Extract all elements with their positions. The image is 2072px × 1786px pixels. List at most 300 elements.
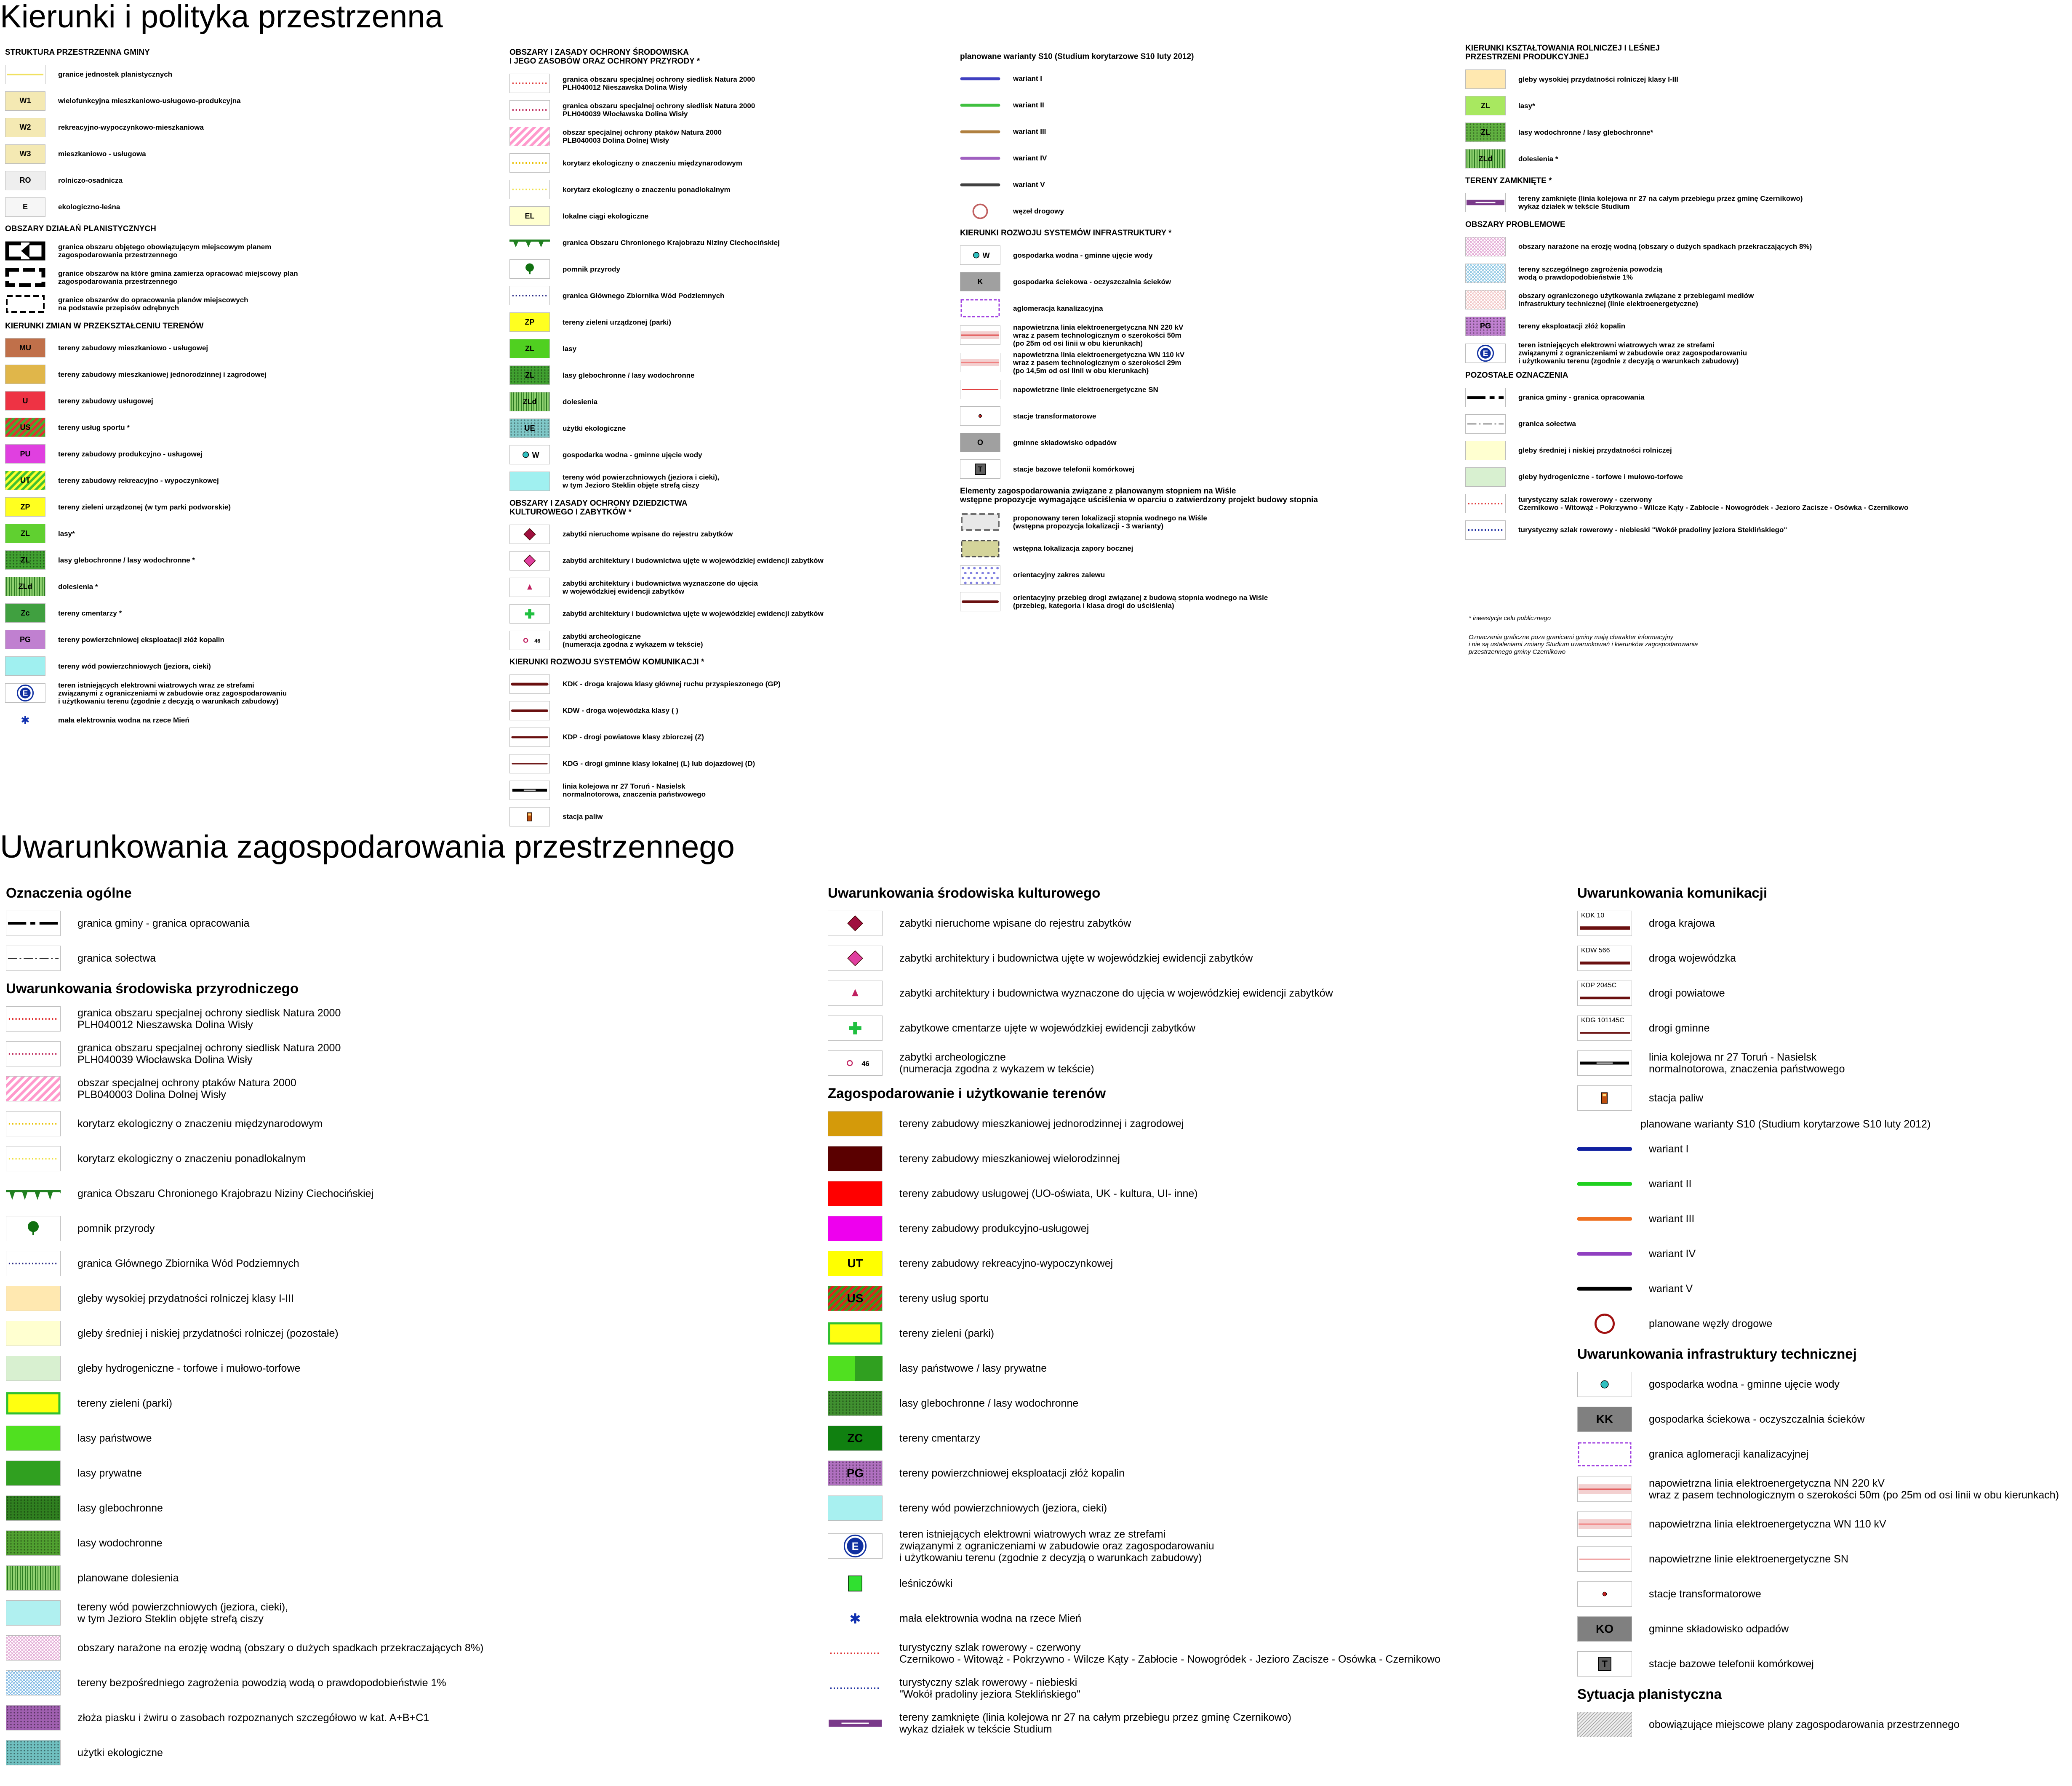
- legend-item: [828, 1639, 1544, 1669]
- legend-symbol-line-only-icon: [1577, 1206, 1632, 1232]
- legend-symbol-dots-box-icon: [6, 1740, 61, 1765]
- legend-column-cultural-landuse: [828, 878, 1544, 1743]
- legend-item: [509, 417, 943, 440]
- legend-symbol-dotline-icon: [509, 153, 550, 173]
- legend-item: [1577, 1439, 2070, 1469]
- legend-section-heading: Uwarunkowania środowiska przyrodniczego: [6, 980, 299, 996]
- legend-item: [1577, 1274, 2070, 1304]
- svg-text:46: 46: [534, 637, 541, 644]
- legend-section-heading: KIERUNKI ROZWOJU SYSTEMÓW KOMUNIKACJI *: [509, 658, 704, 667]
- legend-item-label: gospodarka ściekowa - oczyszczalnia ścieków: [1013, 277, 1171, 286]
- legend-symbol-vlines-box-icon: ZLd: [1465, 149, 1506, 168]
- legend-symbol-cross-hatch-icon: [1465, 290, 1506, 309]
- legend-symbol-fill-icon: KO: [1577, 1616, 1632, 1642]
- legend-item: [5, 240, 489, 263]
- legend-symbol-dotline-icon: [6, 1111, 61, 1136]
- legend-item: [6, 1109, 806, 1139]
- svg-text:✱: ✱: [21, 714, 30, 727]
- legend-item-label: wariant III: [1649, 1213, 1695, 1225]
- legend-item: [509, 725, 943, 749]
- legend-section-heading: TERENY ZAMKNIĘTE *: [1465, 176, 1552, 185]
- legend-symbol-diamond-icon: [509, 551, 550, 570]
- legend-item: [1577, 1474, 2070, 1504]
- legend-item-label: gleby wysokiej przydatności rolniczej klasy I-III: [77, 1293, 294, 1305]
- legend-symbol-power-band-icon: [960, 353, 1000, 372]
- legend-item: [1577, 1370, 2070, 1399]
- legend-item-label: zabytki nieruchome wpisane do rejestru zabytków: [563, 530, 733, 538]
- legend-item: [1577, 1204, 2070, 1234]
- svg-text:E: E: [1483, 349, 1488, 358]
- legend-item-label: mała elektrownia wodna na rzece Mień: [899, 1613, 1082, 1625]
- legend-item: [828, 1284, 1544, 1314]
- legend-item-label: mała elektrownia wodna na rzece Mień: [58, 716, 189, 724]
- legend-item-label: linia kolejowa nr 27 Toruń - Nasielsk normalnotorowa, znaczenia państwowego: [563, 782, 706, 798]
- legend-symbol-line-only-icon: [1577, 1241, 1632, 1266]
- legend-item: [509, 258, 943, 281]
- legend-symbol-road-code-icon: KDP 2045C: [1577, 981, 1632, 1006]
- legend-item-label: lasy glebochronne / lasy wodochronne: [563, 371, 695, 379]
- legend-symbol-fill-icon: KK: [1577, 1407, 1632, 1432]
- legend-item: [828, 1604, 1544, 1634]
- legend-item-label: granica Głównego Zbiornika Wód Podziemnych: [77, 1258, 299, 1270]
- legend-item-label: zabytki architektury i budownictwa ujęte w wojewódzkiej ewidencji zabytków: [899, 952, 1253, 965]
- legend-column-agriculture: [1465, 38, 2063, 545]
- legend-item-label: tereny zieleni urządzonej (w tym parki podworskie): [58, 503, 231, 511]
- legend-item: [6, 1598, 806, 1628]
- legend-item: [6, 1319, 806, 1349]
- legend-item: [509, 231, 943, 254]
- legend-item: [509, 178, 943, 201]
- legend-column-transport-tech: [1577, 878, 2070, 1745]
- svg-text:46: 46: [861, 1060, 869, 1068]
- legend-item: [1465, 315, 2063, 338]
- legend-item: [5, 549, 489, 572]
- legend-item-label: wariant II: [1649, 1178, 1692, 1190]
- legend-section-heading: Uwarunkowania środowiska kulturowego: [828, 885, 1101, 901]
- legend-item: [960, 93, 1427, 117]
- legend-item-label: linia kolejowa nr 27 Toruń - Nasielsk normalnotorowa, znaczenia państwowego: [1649, 1051, 1845, 1075]
- legend-symbol-road-code-icon: KDG 101145C: [1577, 1016, 1632, 1041]
- legend-item-label: teren istniejących elektrowni wiatrowych wraz ze strefami związanymi z ograniczeniami w zabudowie oraz zagospodarowaniu i użytkowaniu terenu (zgodnie z decyzją o warunkach zabudowy): [58, 681, 287, 705]
- legend-symbol-grey-hatch-icon: [1577, 1712, 1632, 1737]
- legend-item-label: wariant I: [1649, 1143, 1689, 1155]
- legend-item-label: tereny zamknięte (linia kolejowa nr 27 na całym przebiegu przez gminę Czernikowo) wykaz działek w tekście Studium: [899, 1711, 1291, 1735]
- legend-item: [5, 63, 489, 86]
- svg-text:E: E: [22, 689, 28, 698]
- legend-symbol-archeo-icon: [828, 1050, 883, 1076]
- legend-item: [1465, 94, 2063, 117]
- legend-symbol-dashed-purple-icon: [1577, 1442, 1632, 1467]
- legend-item-label: tereny zabudowy mieszkaniowej wielorodzinnej: [899, 1153, 1120, 1165]
- legend-item: [1465, 121, 2063, 144]
- legend-item-label: tereny cmentarzy: [899, 1432, 980, 1445]
- legend-item: [6, 1458, 806, 1488]
- legend-symbol-fill-icon: [828, 1181, 883, 1206]
- legend-item-label: gleby średniej i niskiej przydatności rolniczej: [1518, 446, 1672, 455]
- legend-item-label: turystyczny szlak rowerowy - niebieski "Wokół pradoliny jeziora Steklińskiego": [1518, 526, 1787, 534]
- legend-item: [509, 470, 943, 493]
- legend-item: [5, 469, 489, 492]
- legend-symbol-code-box-icon: U: [5, 391, 45, 411]
- legend-symbol-ring-icon: [1577, 1311, 1632, 1336]
- legend-item-label: wariant III: [1013, 128, 1046, 136]
- legend-symbol-e-circle-icon: [5, 683, 45, 703]
- legend-item-label: dolesienia: [563, 397, 598, 406]
- legend-symbol-dotline-icon: [509, 180, 550, 199]
- legend-section-heading: Elementy zagospodarowania związane z planowanym stopniem na Wiśle wstępne propozycje wymagające uściślenia w oparciu o zatwierdzony projekt budowy stopnia: [960, 486, 1318, 504]
- legend-item: [828, 1048, 1544, 1078]
- legend-item-label: KDP - drogi powiatowe klasy zbiorczej (Z): [563, 733, 704, 741]
- legend-item: [509, 549, 943, 572]
- legend-symbol-cross-icon: [828, 1016, 883, 1041]
- legend-symbol-commune-line-icon: [6, 911, 61, 936]
- legend-item: [5, 142, 489, 165]
- legend-section-heading: OBSZARY I ZASADY OCHRONY DZIEDZICTWA KULTUROWEGO I ZABYTKÓW *: [509, 498, 688, 517]
- legend-item-label: gleby hydrogeniczne - torfowe i mułowo-torfowe: [77, 1362, 301, 1375]
- legend-symbol-road-code-icon: KDW 566: [1577, 946, 1632, 971]
- legend-symbol-code-box-icon: K: [960, 272, 1000, 291]
- legend-symbol-code-box-icon: [5, 365, 45, 384]
- legend-symbol-triangle-icon: [828, 981, 883, 1006]
- legend-symbol-cross-hatch-icon: [6, 1635, 61, 1661]
- legend-item-label: użytki ekologiczne: [77, 1747, 163, 1759]
- legend-symbol-tree-icon: [6, 1216, 61, 1241]
- legend-section-heading: Oznaczenia ogólne: [6, 885, 132, 901]
- legend-item-label: zabytki architektury i budownictwa ujęte w wojewódzkiej ewidencji zabytków: [563, 610, 824, 618]
- legend-item-label: tereny wód powierzchniowych (jeziora, cieki): [58, 662, 211, 670]
- legend-item-label: lasy*: [58, 529, 75, 538]
- legend-item: [509, 284, 943, 307]
- legend-symbol-code-box-icon: ZP: [5, 497, 45, 517]
- legend-item: [1577, 1239, 2070, 1269]
- legend-item-label: lasy glebochronne: [77, 1502, 163, 1514]
- legend-item-label: granica obszaru specjalnej ochrony siedlisk Natura 2000 PLH040039 Włocławska Dolina Wisły: [77, 1042, 341, 1066]
- legend-item: [6, 1633, 806, 1663]
- legend-item: [1577, 1579, 2070, 1609]
- legend-item: [509, 99, 943, 122]
- legend-item: [5, 116, 489, 139]
- legend-item: [5, 389, 489, 413]
- top-title: Kierunki i polityka przestrzenna: [0, 0, 443, 35]
- legend-item: [1465, 465, 2063, 488]
- legend-item: [5, 293, 489, 316]
- legend-symbol-archeo-icon: [509, 631, 550, 650]
- legend-item: [960, 537, 1427, 560]
- legend-symbol-code-box-icon: ZL: [1465, 96, 1506, 115]
- legend-symbol-commune-line-icon: [1465, 388, 1506, 407]
- legend-symbol-e-circle-icon: [1465, 344, 1506, 363]
- legend-item-label: wstępna lokalizacja zapory bocznej: [1013, 544, 1133, 553]
- legend-item-label: tereny zabudowy rekreacyjno - wypoczynkowej: [58, 476, 219, 485]
- legend-symbol-tower-icon: T: [1577, 1651, 1632, 1677]
- legend-item-label: wariant II: [1013, 101, 1044, 109]
- legend-symbol-code-box-icon: [1465, 467, 1506, 487]
- legend-item-label: orientacyjny zakres zalewu: [1013, 571, 1105, 579]
- legend-symbol-code-box-icon: RO: [5, 171, 45, 190]
- legend-item-label: dolesienia *: [1518, 155, 1558, 163]
- legend-symbol-e-circle-icon: [828, 1533, 883, 1559]
- legend-item: [960, 378, 1427, 401]
- legend-section-heading: Uwarunkowania infrastruktury technicznej: [1577, 1346, 1857, 1362]
- legend-symbol-heavy-border-dash-icon: [5, 268, 45, 287]
- legend-item: [960, 120, 1427, 143]
- legend-symbol-line-only-icon: [960, 69, 1000, 88]
- legend-item-label: tereny zabudowy produkcyjno - usługowej: [58, 450, 203, 458]
- legend-item-label: mieszkaniowo - usługowa: [58, 150, 146, 158]
- legend-item: [509, 72, 943, 95]
- legend-item: [6, 1284, 806, 1314]
- legend-symbol-power-band-icon: [960, 325, 1000, 345]
- legend-symbol-cross-hatch-icon: [1465, 264, 1506, 283]
- legend-item: [5, 336, 489, 360]
- legend-item: [5, 416, 489, 439]
- legend-item-label: tereny zabudowy mieszkaniowej jednorodzinnej i zagrodowej: [58, 370, 267, 379]
- legend-symbol-road-icon: [509, 701, 550, 720]
- legend-item-label: lasy wodochronne / lasy glebochronne*: [1518, 128, 1653, 136]
- legend-symbol-thin-line-icon: [960, 380, 1000, 399]
- legend-item: [5, 655, 489, 678]
- legend-item: [960, 323, 1427, 347]
- legend-item: [6, 1563, 806, 1593]
- legend-symbol-fill-icon: [828, 1146, 883, 1171]
- legend-item: [1465, 341, 2063, 365]
- legend-item-label: planowane dolesienia: [77, 1572, 179, 1584]
- legend-symbol-dashed-purple-icon: [960, 299, 1000, 318]
- legend-item: [960, 405, 1427, 428]
- legend-item: [1465, 191, 2063, 214]
- legend-item: [6, 909, 806, 938]
- bottom-title: Uwarunkowania zagospodarowania przestrzennego: [0, 829, 735, 865]
- legend-item-label: lokalne ciągi ekologiczne: [563, 212, 649, 220]
- legend-item: [509, 672, 943, 696]
- legend-section-heading: Zagospodarowanie i użytkowanie terenów: [828, 1085, 1106, 1101]
- legend-symbol-code-box-icon: PU: [5, 444, 45, 464]
- legend-item-label: ekologiczno-leśna: [58, 203, 120, 211]
- legend-symbol-closed-rail-icon: [1465, 193, 1506, 212]
- legend-item-label: gleby średniej i niskiej przydatności rolniczej (pozostałe): [77, 1328, 339, 1340]
- legend-item-label: granica Obszaru Chronionego Krajobrazu Niziny Ciechocińskiej: [77, 1188, 374, 1200]
- legend-item: [6, 1249, 806, 1279]
- legend-item: [5, 443, 489, 466]
- legend-item: [6, 1528, 806, 1558]
- legend-section-heading: STRUKTURA PRZESTRZENNA GMINY: [5, 48, 150, 57]
- legend-item: [960, 147, 1427, 170]
- legend-symbol-road-icon: [509, 754, 550, 773]
- legend-symbol-code-box-icon: [1465, 69, 1506, 89]
- legend-item-label: złoża piasku i żwiru o zasobach rozpoznanych szczegółowo w kat. A+B+C1: [77, 1712, 429, 1724]
- legend-item: [1465, 68, 2063, 91]
- legend-symbol-dots-box-icon: UE: [509, 419, 550, 438]
- legend-item: [509, 205, 943, 228]
- legend-item: [6, 1703, 806, 1733]
- legend-symbol-road-icon: [509, 728, 550, 747]
- legend-symbol-dotline-icon: [6, 1251, 61, 1276]
- legend-symbol-dotline-icon: [6, 1041, 61, 1066]
- legend-item: [5, 266, 489, 289]
- legend-symbol-road-icon: [509, 674, 550, 694]
- legend-item-label: tereny zabudowy produkcyjno-usługowej: [899, 1223, 1089, 1235]
- footnote-graphic-info: Oznaczenia graficzne poza granicami gminy mają charakter informacyjny i nie są ustaleniami zmiany Studium uwarunkowań i kierunków zagospodarowania przestrzennego gminy Czernikowo: [1469, 634, 1698, 656]
- legend-symbol-rail-icon: [1577, 1050, 1632, 1076]
- legend-symbol-code-box-icon: [6, 1426, 61, 1451]
- legend-symbol-road-icon: [960, 592, 1000, 611]
- legend-symbol-code-box-icon: E: [5, 197, 45, 217]
- legend-symbol-dotline-plain-icon: [828, 1641, 883, 1666]
- legend-item: [509, 152, 943, 175]
- legend-item: [6, 1144, 806, 1174]
- legend-item-label: gminne składowisko odpadów: [1013, 438, 1117, 447]
- legend-symbol-cross-hatch-icon: [1465, 237, 1506, 256]
- legend-symbol-stripe-box-icon: US: [5, 418, 45, 437]
- legend-symbol-star-icon: [828, 1606, 883, 1631]
- legend-item-label: granica sołectwa: [1518, 420, 1576, 428]
- legend-item-label: aglomeracja kanalizacyjna: [1013, 304, 1103, 312]
- legend-item-label: zabytki archeologiczne (numeracja zgodna z wykazem w tekście): [899, 1051, 1094, 1075]
- legend-item-label: tereny wód powierzchniowych (jeziora i cieki), w tym Jezioro Steklin objęte strefą ciszy: [563, 473, 720, 490]
- legend-item: [6, 1214, 806, 1244]
- legend-item-label: użytki ekologiczne: [563, 424, 626, 432]
- legend-item-label: rekreacyjno-wypoczynkowo-mieszkaniowa: [58, 123, 204, 132]
- legend-item-label: granica sołectwa: [77, 952, 156, 965]
- legend-item-label: zabytki architektury i budownictwa wyznaczone do ujęcia w wojewódzkiej ewidencji zabytków: [899, 987, 1333, 1000]
- legend-item-label: gospodarka wodna - gminne ujęcie wody: [563, 450, 702, 459]
- legend-symbol-teeth-line-icon: [6, 1181, 61, 1206]
- legend-item-label: tereny zabudowy usługowej (UO-oświata, UK - kultura, UI- inne): [899, 1188, 1198, 1200]
- legend-item-label: wariant IV: [1649, 1248, 1696, 1260]
- legend-item: [509, 311, 943, 334]
- svg-text:W: W: [532, 451, 539, 460]
- legend-item-label: lasy wodochronne: [77, 1537, 163, 1549]
- legend-item-label: granica gminy - granica opracowania: [1518, 393, 1645, 402]
- legend-symbol-diamond-icon: [509, 525, 550, 544]
- legend-symbol-fill-icon: UT: [828, 1251, 883, 1276]
- legend-item: [6, 1738, 806, 1768]
- legend-item: [1465, 147, 2063, 171]
- legend-item-label: lasy glebochronne / lasy wodochronne *: [58, 556, 195, 564]
- legend-symbol-code-box-icon: O: [960, 433, 1000, 452]
- legend-item-label: zabytki architektury i budownictwa wyznaczone do ujęcia w wojewódzkiej ewidencji zabytków: [563, 579, 758, 595]
- legend-item-label: napowietrzna linia elektroenergetyczna NN 220 kV wraz z pasem technologicznym o szerokości 50m (po 25m od osi linii w obu kierunkach): [1013, 323, 1184, 347]
- legend-symbol-dots-box-icon: ZL: [1465, 123, 1506, 142]
- legend-symbol-road-code-icon: KDK 10: [1577, 911, 1632, 936]
- legend-item-label: lasy: [563, 344, 577, 353]
- legend-item: [1465, 386, 2063, 409]
- legend-item-label: granica obszaru specjalnej ochrony siedlisk Natura 2000 PLH040012 Nieszawska Dolina Wisły: [563, 75, 755, 92]
- legend-symbol-dash-border-icon: [5, 294, 45, 314]
- legend-item-label: zabytkowe cmentarze ujęte w wojewódzkiej ewidencji zabytków: [899, 1022, 1196, 1034]
- legend-item: [1577, 1169, 2070, 1199]
- legend-symbol-vlines-box-icon: ZLd: [5, 577, 45, 596]
- legend-item: [6, 1668, 806, 1698]
- legend-item-label: granice obszarów na które gmina zamierza opracować miejscowy plan zagospodarowania przestrzennego: [58, 269, 298, 286]
- legend-item: [5, 89, 489, 112]
- legend-item-label: gospodarka wodna - gminne ujęcie wody: [1649, 1378, 1840, 1391]
- legend-item: [828, 1319, 1544, 1349]
- legend-item: [828, 978, 1544, 1008]
- legend-item-label: tereny cmentarzy *: [58, 609, 122, 617]
- legend-item: [1577, 1013, 2070, 1043]
- legend-item: [1577, 1309, 2070, 1339]
- legend-item-label: KDK - droga krajowa klasy głównej ruchu przyspieszonego (GP): [563, 680, 781, 688]
- legend-item: [828, 1458, 1544, 1488]
- legend-item: [960, 458, 1427, 481]
- legend-item-label: gminne składowisko odpadów: [1649, 1623, 1789, 1635]
- legend-symbol-code-box-icon: PG: [5, 630, 45, 649]
- legend-symbol-tree-icon: [509, 259, 550, 279]
- legend-item-label: obszary narażone na erozję wodną (obszary o dużych spadkach przekraczających 8%): [77, 1642, 484, 1654]
- legend-section-heading: OBSZARY PROBLEMOWE: [1465, 220, 1565, 229]
- legend-item-label: wariant IV: [1013, 154, 1047, 163]
- legend-item: [5, 575, 489, 598]
- legend-symbol-dots-box-icon: [828, 1391, 883, 1416]
- legend-symbol-power-band-icon: [1577, 1477, 1632, 1502]
- legend-item: [1577, 1509, 2070, 1539]
- legend-item: [1577, 944, 2070, 973]
- legend-item: [1577, 1048, 2070, 1078]
- legend-symbol-fuel-icon: [1577, 1085, 1632, 1111]
- legend-item: [828, 1109, 1544, 1139]
- legend-item: [960, 351, 1427, 375]
- legend-symbol-dots-box-icon: [6, 1530, 61, 1556]
- legend-symbol-code-box-icon: [509, 472, 550, 491]
- legend-item: [828, 1389, 1544, 1418]
- legend-item: [960, 297, 1427, 320]
- legend-item-label: zabytki architektury i budownictwa ujęte w wojewódzkiej ewidencji zabytków: [563, 557, 824, 565]
- legend-item-label: turystyczny szlak rowerowy - czerwony Czernikowo - Witowąż - Pokrzywno - Wilcze Kąty - Zabłocie - Nowogródek - Jezioro Zacisze - Osówka - Czernikowo: [1518, 495, 1909, 512]
- legend-item: [1577, 909, 2070, 938]
- legend-item-label: droga krajowa: [1649, 917, 1715, 930]
- legend-item-label: napowietrzna linia elektroenergetyczna WN 110 kV wraz z pasem technologicznym o szerokości 29m (po 14,5m od osi linii w obu kierunkach): [1013, 350, 1185, 375]
- legend-item-label: stacje transformatorowe: [1649, 1588, 1761, 1600]
- legend-item: [509, 602, 943, 625]
- legend-item: [828, 1214, 1544, 1244]
- legend-symbol-line-only-icon: [1577, 1136, 1632, 1162]
- legend-item: [509, 576, 943, 599]
- legend-item: [1577, 1134, 2070, 1164]
- legend-section-heading: planowane warianty S10 (Studium korytarzowe S10 luty 2012): [960, 52, 1194, 61]
- legend-item-label: teren istniejących elektrowni wiatrowych wraz ze strefami związanymi z ograniczeniami w zabudowie oraz zagospodarowaniu i użytkowaniu terenu (zgodnie z decyzją o warunkach zabudowy): [899, 1528, 1214, 1564]
- legend-item-label: zabytki archeologiczne (numeracja zgodna z wykazem w tekście): [563, 632, 703, 648]
- legend-item: [509, 805, 943, 828]
- legend-symbol-dotline-icon: [1465, 520, 1506, 540]
- legend-symbol-line-only-icon: [960, 96, 1000, 115]
- legend-item-label: wariant V: [1013, 181, 1045, 189]
- legend-symbol-teeth-line-icon: [509, 233, 550, 252]
- legend-column-infrastructure: [960, 46, 1427, 616]
- legend-symbol-code-box-icon: EL: [509, 206, 550, 226]
- legend-item-label: tereny usług sportu: [899, 1293, 989, 1305]
- legend-item: [960, 510, 1427, 533]
- legend-item: [6, 1493, 806, 1523]
- legend-item-label: granica obszaru specjalnej ochrony siedlisk Natura 2000 PLH040039 Włocławska Dolina Wisły: [563, 102, 755, 118]
- legend-item: [509, 443, 943, 466]
- legend-symbol-line-only-icon: [960, 149, 1000, 168]
- legend-item-label: stacja paliw: [1649, 1092, 1704, 1104]
- legend-item-label: korytarz ekologiczny o znaczeniu ponadlokalnym: [77, 1153, 306, 1165]
- legend-item: [828, 1179, 1544, 1209]
- legend-item-label: granica Głównego Zbiornika Wód Podziemnych: [563, 291, 725, 300]
- legend-symbol-fill-icon: [828, 1216, 883, 1241]
- legend-item-label: tereny bezpośredniego zagrożenia powodzią wodą o prawdopodobieństwie 1%: [77, 1677, 446, 1689]
- legend-symbol-grey-dash-box-icon: [960, 512, 1000, 532]
- legend-item: [828, 1144, 1544, 1174]
- legend-item-label: KDG - drogi gminne klasy lokalnej (L) lub dojazdowej (D): [563, 760, 755, 768]
- legend-item-label: tereny szczególnego zagrożenia powodzią wodą o prawdopodobieństwie 1%: [1518, 265, 1662, 281]
- legend-symbol-code-box-icon: [6, 1356, 61, 1381]
- legend-item: [828, 909, 1544, 938]
- legend-item-label: orientacyjny przebieg drogi związanej z budową stopnia wodnego na Wiśle (przebieg, kategoria i klasa drogi do uściślenia): [1013, 593, 1268, 610]
- legend-symbol-code-box-icon: ZP: [509, 312, 550, 332]
